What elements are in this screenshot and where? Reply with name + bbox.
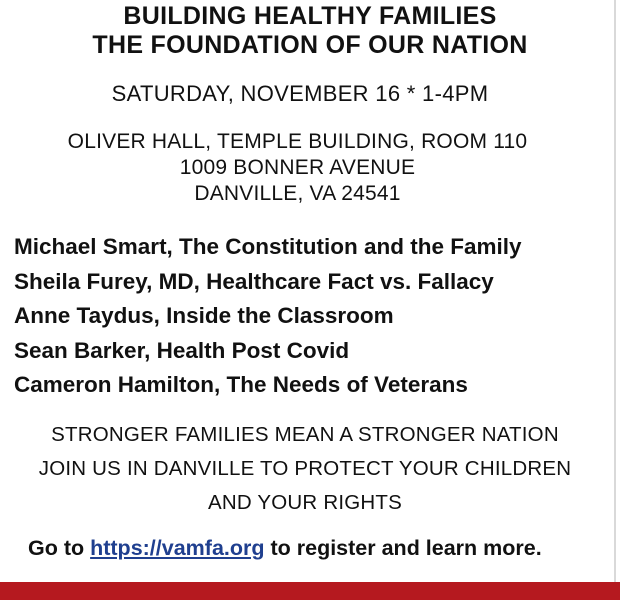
cta-suffix: to register and learn more.: [264, 536, 542, 560]
footer-accent-bar: [0, 582, 620, 600]
speaker-item: Cameron Hamilton, The Needs of Veterans: [14, 372, 468, 397]
venue-line-3: DANVILLE, VA 24541: [194, 182, 401, 205]
tagline-line-3: AND YOUR RIGHTS: [208, 491, 402, 514]
cta-prefix: Go to: [28, 536, 91, 560]
speaker-item: Sheila Furey, MD, Healthcare Fact vs. Fallacy: [14, 268, 494, 294]
page-edge-divider: [614, 0, 616, 582]
tagline-line-1: STRONGER FAMILIES MEAN A STRONGER NATION: [51, 423, 559, 446]
speaker-list: [14, 230, 522, 403]
title-line-2: THE FOUNDATION OF OUR NATION: [92, 31, 528, 59]
speaker-item: Michael Smart, The Constitution and the Family: [14, 234, 522, 259]
venue-line-2: 1009 BONNER AVENUE: [179, 156, 416, 179]
register-link[interactable]: https://vamfa.org: [90, 536, 265, 560]
call-to-action: [28, 536, 542, 561]
speaker-item: Sean Barker, Health Post Covid: [14, 337, 350, 363]
venue-line-1: OLIVER HALL, TEMPLE BUILDING, ROOM 110: [67, 130, 528, 153]
speaker-item: Anne Taydus, Inside the Classroom: [14, 303, 394, 328]
tagline-line-2: JOIN US IN DANVILLE TO PROTECT YOUR CHILDREN: [38, 457, 572, 480]
event-date: SATURDAY, NOVEMBER 16 * 1-4PM: [111, 81, 489, 106]
title-line-1: BUILDING HEALTHY FAMILIES: [123, 2, 497, 30]
